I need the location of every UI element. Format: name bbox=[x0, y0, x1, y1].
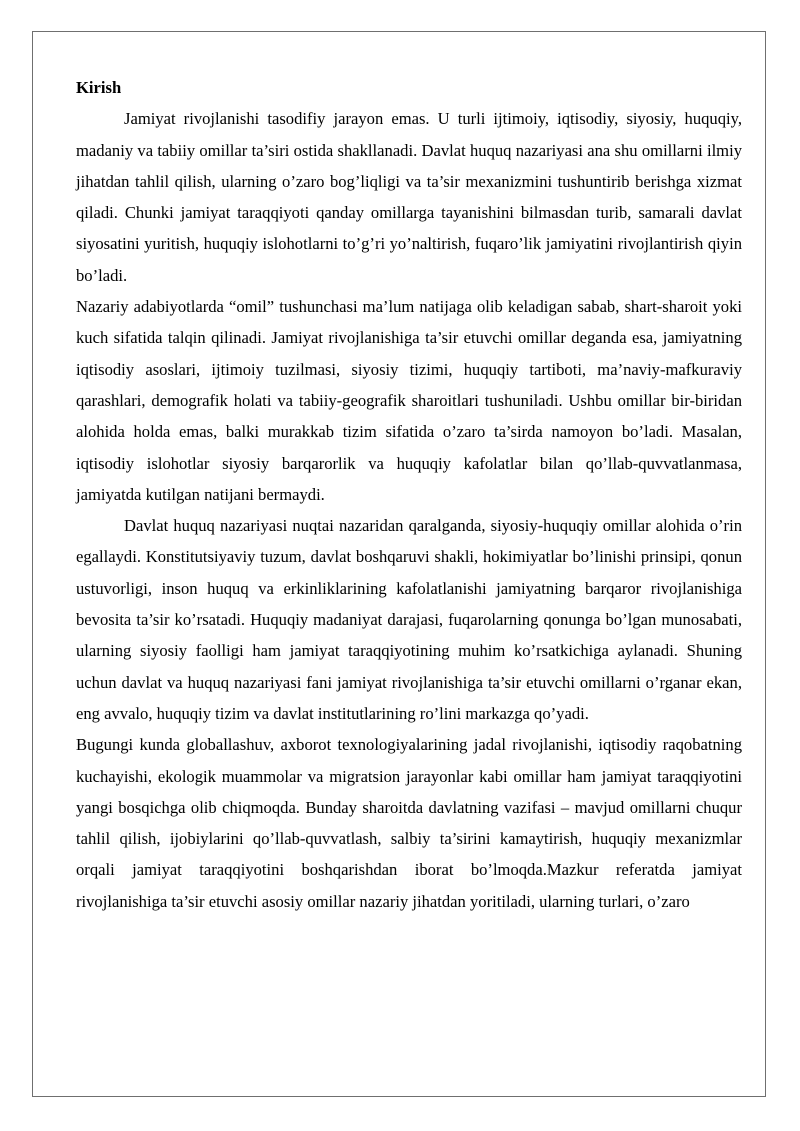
paragraph-1: Jamiyat rivojlanishi tasodifiy jarayon emas. U turli ijtimoiy, iqtisodiy, siyosiy, huquqiy, madaniy va tabiiy omillar ta’siri ostida shakllanadi. Davlat huquq nazariyasi ana shu omillarni ilmiy jihatdan tahlil qilish, ularning o’zaro bog’liqligi va ta’sir mexanizmini tushuntirib berishga xizmat qiladi. Chunki jamiyat taraqqiyoti qanday omillarga tayanishini bilmasdan turib, samarali davlat siyosatini yuritish, huquqiy islohotlarni to’g’ri yo’naltirish, fuqaro’lik jamiyatini rivojlantirish qiyin bo’ladi. bbox=[76, 109, 742, 285]
paragraph-4: Bugungi kunda globallashuv, axborot texnologiyalarining jadal rivojlanishi, iqtisodiy raqobatning kuchayishi, ekologik muammolar va migratsion jarayonlar kabi omillar ham jamiyat taraqqiyotini yangi bosqichga olib chiqmoqda. Bunday sharoitda davlatning vazifasi – mavjud omillarni chuqur tahlil qilish, ijobiylarini qo’llab-quvvatlash, salbiy ta’sirini kamaytirish, huquqiy mexanizmlar orqali jamiyat taraqqiyotini boshqarishdan iborat bo’lmoqda.Mazkur referatda jamiyat rivojlanishiga ta’sir etuvchi asosiy omillar nazariy jihatdan yoritiladi, ularning turlari, o’zaro bbox=[76, 735, 742, 911]
section-heading: Kirish bbox=[76, 78, 122, 97]
paragraph-3: Davlat huquq nazariyasi nuqtai nazaridan qaralganda, siyosiy-huquqiy omillar alohida o’rin egallaydi. Konstitutsiyaviy tuzum, davlat boshqaruvi shakli, hokimiyatlar bo’linishi prinsipi, qonun ustuvorligi, inson huquq va erkinliklarining kafolatlanishi jamiyatning barqaror rivojlanishiga bevosita ta’sir ko’rsatadi. Huquqiy madaniyat darajasi, fuqarolarning qonunga bo’lgan munosabati, ularning siyosiy faolligi ham jamiyat taraqqiyotining muhim ko’rsatkichiga aylanadi. Shuning uchun davlat va huquq nazariyasi fani jamiyat rivojlanishiga ta’sir etuvchi omillarni o’rganar ekan, eng avvalo, huquqiy tizim va davlat institutlarining ro’lini markazga qo’yadi. bbox=[76, 516, 742, 723]
paragraph-2: Nazariy adabiyotlarda “omil” tushunchasi ma’lum natijaga olib keladigan sabab, shart-sharoit yoki kuch sifatida talqin qilinadi. Jamiyat rivojlanishiga ta’sir etuvchi omillar deganda esa, jamiyatning iqtisodiy asoslari, ijtimoiy tuzilmasi, siyosiy tizimi, huquqiy tartiboti, ma’naviy-mafkuraviy qarashlari, demografik holati va tabiiy-geografik sharoitlari tushuniladi. Ushbu omillar bir-biridan alohida holda emas, balki murakkab tizim sifatida o’zaro ta’sirda namoyon bo’ladi. Masalan, iqtisodiy islohotlar siyosiy barqarorlik va huquqiy kafolatlar bilan qo’llab-quvvatlanmasa, jamiyatda kutilgan natijani bermaydi. bbox=[76, 297, 742, 504]
document-body bbox=[76, 72, 742, 917]
